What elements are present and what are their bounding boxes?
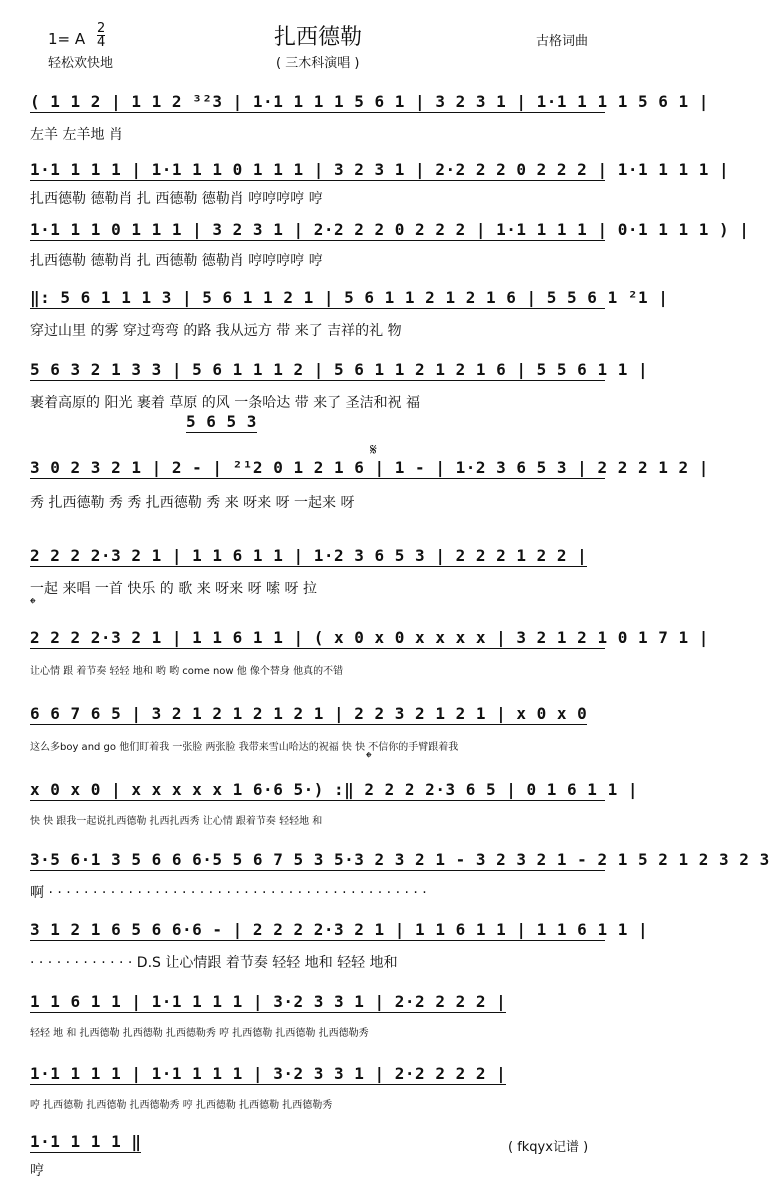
- notation-line: 2 2 2 2·3 2 1 | 1 1 6 1 1 | 1·2 3 6 5 3 | 2 2 2 1 2 2 |: [30, 546, 588, 565]
- time-signature: [97, 22, 105, 49]
- lyric-line: 啊 · · · · · · · · · · · · · · · · · · · · · · · · · · · · · · · · · · · · · · · · · · ·: [30, 885, 427, 901]
- notation-line: 2 2 2 2·3 2 1 | 1 1 6 1 1 | ( x 0 x 0 x x x x | 3 2 1 2 1 0 1 7 1 |: [30, 628, 709, 647]
- notation-line: 3 0 2 3 2 1 | 2 - | ²¹2 0 1 2 1 6 | 1 - | 1·2 3 6 5 3 | 2 2 2 1 2 |: [30, 458, 709, 477]
- coda-mark-1: 𝄌: [30, 594, 36, 613]
- notation-line: 3 1 2 1 6 5 6 6·6 - | 2 2 2 2·3 2 1 | 1 1 6 1 1 | 1 1 6 1 1 |: [30, 920, 649, 939]
- lyric-line: 哼 扎西德勒 扎西德勒 扎西德勒秀 哼 扎西德勒 扎西德勒 扎西德勒秀: [30, 1100, 333, 1111]
- lyric-line: 哼: [30, 1163, 44, 1179]
- song-title: 扎西德勒: [274, 25, 363, 50]
- lyric-line: 秀 扎西德勒 秀 秀 扎西德勒 秀 来 呀来 呀 一起来 呀: [30, 495, 355, 511]
- notation-line: 1·1 1 1 1 ‖: [30, 1132, 142, 1151]
- segno-mark: 𝄋: [370, 440, 377, 459]
- lyric-line: 快 快 跟我一起说扎西德勒 扎西扎西秀 让心情 跟着节奏 轻轻地 和: [30, 816, 323, 827]
- notation-line: 1·1 1 1 1 | 1·1 1 1 1 | 3·2 3 3 1 | 2·2 2 2 2 |: [30, 1064, 507, 1083]
- tempo-marking: 轻松欢快地: [48, 56, 114, 71]
- notation-line: x 0 x 0 | x x x x x 1 6·6 5·) :‖ 2 2 2 2·3 6 5 | 0 1 6 1 1 |: [30, 780, 638, 799]
- lyric-line: 扎西德勒 德勒肖 扎 西德勒 德勒肖 哼哼哼哼 哼: [30, 191, 323, 207]
- lyric-line: 这么多boy and go 他们盯着我 一张脸 两张脸 我带来雪山哈达的祝福 快 快 不信你的手臂跟着我: [30, 742, 459, 753]
- notation-line: 5 6 3 2 1 3 3 | 5 6 1 1 1 2 | 5 6 1 1 2 1 2 1 6 | 5 5 6 1 1 |: [30, 360, 649, 379]
- coda-mark-2: 𝄌: [366, 748, 372, 767]
- notation-line: 1·1 1 1 0 1 1 1 | 3 2 3 1 | 2·2 2 2 0 2 2 2 | 1·1 1 1 1 | 0·1 1 1 1 ) |: [30, 220, 750, 239]
- time-numerator: 2: [97, 21, 106, 36]
- author-credit: 古格词曲: [536, 34, 589, 49]
- notation-line: ( 1 1 2 | 1 1 2 ³²3 | 1·1 1 1 1 5 6 1 | 3 2 3 1 | 1·1 1 1 1 5 6 1 |: [30, 92, 709, 111]
- lyric-line: 让心情 跟 着节奏 轻轻 地和 哟 哟 come now 他 像个替身 他真的不错: [30, 666, 344, 677]
- lyric-line: 一起 来唱 一首 快乐 的 歌 来 呀来 呀 嗦 呀 拉: [30, 581, 317, 597]
- time-denominator: 4: [97, 35, 106, 50]
- transcriber-credit: ( fkqyx记谱 ): [508, 1140, 589, 1155]
- singer-credit: ( 三木科演唱 ): [276, 56, 360, 71]
- notation-line: 1 1 6 1 1 | 1·1 1 1 1 | 3·2 3 3 1 | 2·2 2 2 2 |: [30, 992, 507, 1011]
- notation-line: 5 6 5 3: [186, 412, 257, 431]
- notation-line: 3·5 6·1 3 5 6 6 6·5 5 6 7 5 3 5·3 2 3 2 1 - 3 2 3 2 1 - 2 1 5 2 1 2 3 2 3: [30, 850, 770, 869]
- key-signature: 1= A: [48, 30, 86, 48]
- notation-line: ‖: 5 6 1 1 1 3 | 5 6 1 1 2 1 | 5 6 1 1 2 1 2 1 6 | 5 5 6 1 ²1 |: [30, 288, 669, 307]
- notation-line: 1·1 1 1 1 | 1·1 1 1 0 1 1 1 | 3 2 3 1 | 2·2 2 2 0 2 2 2 | 1·1 1 1 1 |: [30, 160, 730, 179]
- lyric-line: 轻轻 地 和 扎西德勒 扎西德勒 扎西德勒秀 哼 扎西德勒 扎西德勒 扎西德勒秀: [30, 1028, 369, 1039]
- notation-line: 6 6 7 6 5 | 3 2 1 2 1 2 1 2 1 | 2 2 3 2 1 2 1 | x 0 x 0: [30, 704, 588, 723]
- lyric-line: 左羊 左羊地 肖: [30, 127, 123, 143]
- lyric-line: 穿过山里 的雾 穿过弯弯 的路 我从远方 带 来了 吉祥的礼 物: [30, 323, 402, 339]
- lyric-line: 扎西德勒 德勒肖 扎 西德勒 德勒肖 哼哼哼哼 哼: [30, 253, 323, 269]
- lyric-line: · · · · · · · · · · · · D.S 让心情跟 着节奏 轻轻 地和 轻轻 地和: [30, 955, 398, 971]
- lyric-line: 裹着高原的 阳光 裹着 草原 的风 一条哈达 带 来了 圣洁和祝 福: [30, 395, 421, 411]
